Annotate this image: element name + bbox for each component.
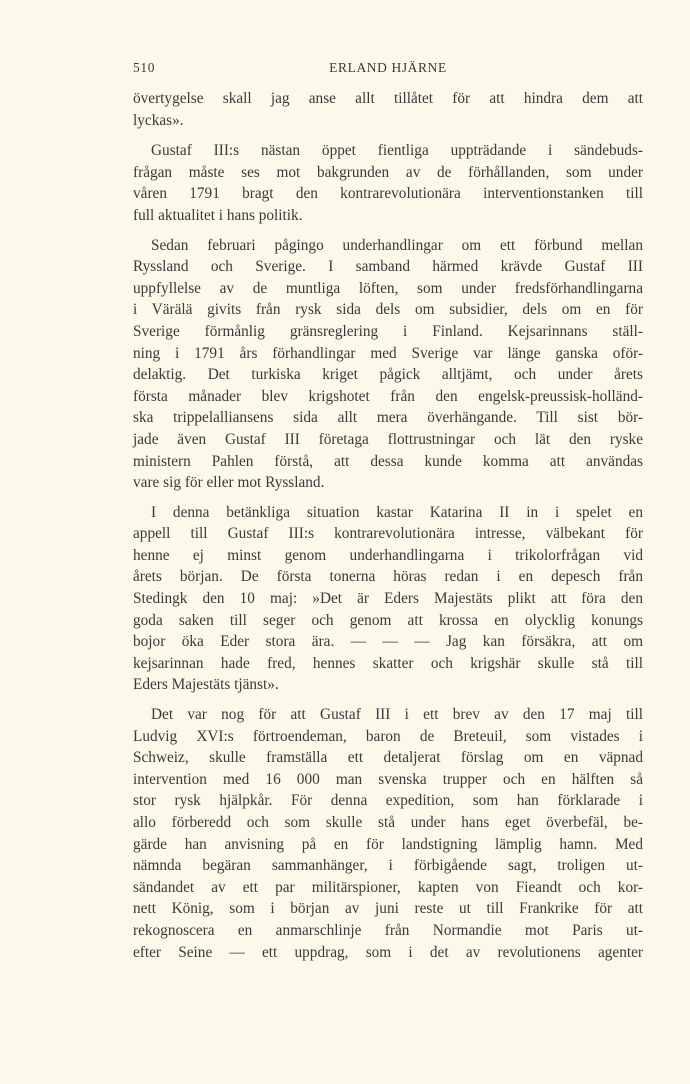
text-line: efter Seine — ett uppdrag, som i det av revolutionens agenter — [133, 943, 643, 961]
text-line: lyckas». — [133, 111, 184, 129]
text-line: våren 1791 bragt den kontrarevolutionära interventionstanken till — [133, 185, 643, 203]
text-line: goda saken till seger och genom att krossa en olycklig konungs — [133, 611, 643, 629]
paragraph — [133, 235, 643, 494]
text-line: Sverige förmånlig gränsreglering i Finland. Kejsarinnans ställ- — [133, 322, 643, 340]
text-line: Schweiz, skulle framställa ett detaljerat förslag om en väpnad — [133, 749, 643, 767]
text-line: kejsarinnan hade fred, hennes skatter och krigshär skulle stå till — [133, 654, 643, 672]
text-line: henne ej minst genom underhandlingarna i trikolorfrågan vid — [133, 546, 643, 564]
paragraph — [133, 502, 643, 696]
text-line: ska trippelalliansens sida allt mera överhängande. Till sist bör- — [133, 409, 643, 427]
text-line: ministern Pahlen förstå, att dessa kunde komma att användas — [133, 452, 643, 470]
text-line: bojor öka Eder stora ära. — — — Jag kan försäkra, att om — [133, 633, 643, 651]
text-line: intervention med 16 000 man svenska trupper och en hälften så — [133, 770, 643, 788]
paragraph — [133, 88, 643, 131]
paragraph — [133, 140, 643, 226]
text-line: gärde han anvisning på en för landstigning lämplig hamn. Med — [133, 835, 643, 853]
text-line: delaktig. Det turkiska kriget pågick alltjämt, och under årets — [133, 366, 643, 384]
text-line: appell till Gustaf III:s kontrarevolutionära intresse, välbekant för — [133, 525, 643, 543]
text-line: övertygelse skall jag anse allt tillåtet för att hindra dem att — [133, 90, 643, 107]
text-line: allo förberedd och som skulle stå under hans eget överbefäl, be- — [133, 814, 643, 831]
text-line: I denna betänkliga situation kastar Katarina II in i spelet en — [151, 503, 643, 521]
text-line: Ludvig XVI:s förtroendeman, baron de Breteuil, som vistades i — [133, 727, 643, 745]
paragraph — [133, 704, 643, 963]
text-line: Det var nog för att Gustaf III i ett brev av den 17 maj till — [151, 706, 643, 724]
page-number: 510 — [133, 60, 156, 75]
text-line: sändandet av ett par militärspioner, kapten von Fieandt och kor- — [133, 878, 643, 896]
text-line: Sedan februari pågingo underhandlingar om ett förbund mellan — [151, 236, 643, 254]
text-line: nämnda begäran sammanhänger, i förbigående sagt, troligen ut- — [133, 857, 643, 875]
text-line: uppfyllelse av de muntliga löften, som under fredsförhandlingarna — [133, 279, 643, 297]
text-line: jade även Gustaf III företaga flottrustningar och lät den ryske — [133, 430, 643, 448]
text-line: frågan måste ses mot bakgrunden av de förhållanden, som under — [133, 163, 643, 181]
text-line: ning i 1791 års förhandlingar med Sverige var länge ganska oför- — [133, 344, 643, 362]
text-line: i Värälä givits från rysk sida dels om subsidier, dels om en för — [133, 301, 643, 319]
text-line: årets början. De första tonerna höras redan i en depesch från — [133, 568, 643, 586]
text-line: Gustaf III:s nästan öppet fientliga uppträdande i sändebuds- — [151, 142, 643, 160]
running-title: ERLAND HJÄRNE — [329, 60, 447, 75]
text-line: Eders Majestäts tjänst». — [133, 676, 279, 694]
text-line: rekognoscera en anmarschlinje från Normandie mot Paris ut- — [133, 921, 643, 939]
body-text — [133, 88, 643, 971]
page-header — [133, 60, 643, 82]
text-line: Ryssland och Sverige. I samband härmed krävde Gustaf III — [133, 258, 643, 276]
text-line: vare sig för eller mot Ryssland. — [133, 474, 325, 492]
text-line: full aktualitet i hans politik. — [133, 206, 303, 224]
text-line: nett König, som i början av juni reste ut till Frankrike för att — [133, 900, 643, 918]
text-line: första månader blev krigshotet från den engelsk-preussisk-holländ- — [133, 387, 643, 405]
text-line: stor rysk hjälpkår. För denna expedition, som han förklarade i — [133, 792, 643, 810]
text-line: Stedingk den 10 maj: »Det är Eders Majestäts plikt att föra den — [133, 590, 643, 608]
